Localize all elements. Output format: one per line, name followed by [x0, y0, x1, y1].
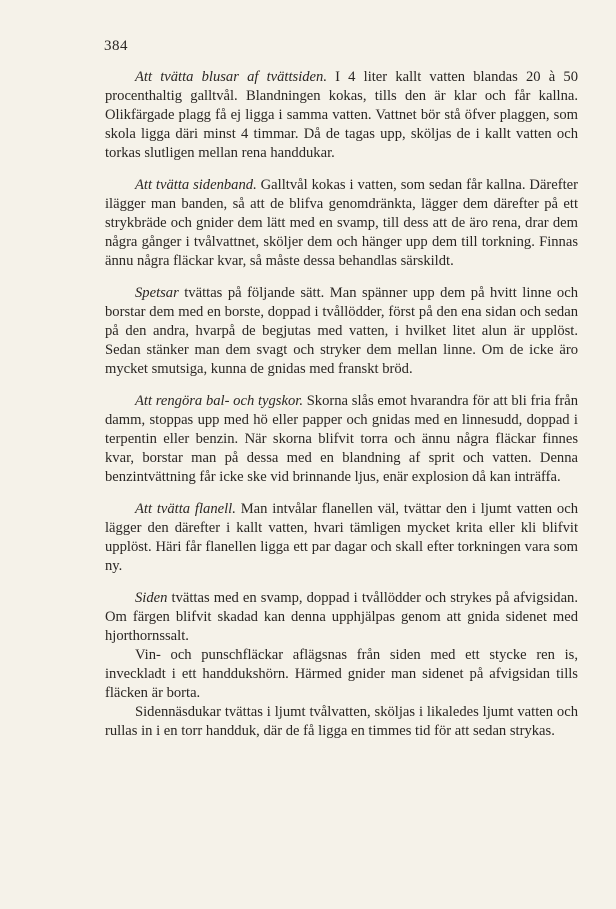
paragraph-skor — [105, 392, 578, 487]
paragraph-text: Galltvål kokas i vatten, som sedan får kallna. Därefter ilägger man banden, så att de blifva genomdränkta, lägger dem därefter på ett strykbräde och gnider dem lätt med en svamp, till dess att de äro rena, drar dem några gånger i tvålvattnet, sköljer dem och hänger upp dem till torkning. Finnas ännu några fläckar kvar, så måste dessa behandlas särskildt. — [105, 177, 579, 269]
paragraph-sidenband — [105, 176, 578, 271]
paragraph-heading: Att tvätta sidenband. — [135, 177, 257, 193]
paragraph-heading: Att tvätta flanell. — [135, 501, 236, 517]
paragraph-flanell — [105, 500, 578, 576]
paragraph-heading: Att rengöra bal- och tygskor. — [135, 393, 303, 409]
paragraph-heading: Att tvätta blusar af tvättsiden. — [135, 69, 327, 85]
paragraph-spetsar — [105, 284, 578, 379]
paragraph-text: Sidennäsdukar tvättas i ljumt tvålvatten, sköljas i likaledes ljumt vatten och rullas in i en torr handduk, där de få ligga en timmes tid för att sedan strykas. — [105, 704, 578, 739]
paragraph-heading: Siden — [135, 590, 168, 606]
paragraph-text: Skorna slås emot hvarandra för att bli fria från damm, stoppas upp med hö eller papper och gnidas med en linnesudd, doppad i terpentin eller benzin. När skorna blifvit torra och ännu några fläckar finnes kvar, borstar man på dessa med en blandning af sprit och vatten. Denna benzintvättning får icke ske vid brinnande ljus, enär explosion då kan inträffa. — [105, 393, 578, 485]
paragraph-blusar — [105, 68, 578, 163]
paragraph-heading: Spetsar — [135, 285, 179, 301]
paragraph-text: Man intvålar flanellen väl, tvättar den i ljumt vatten och lägger den därefter i kallt vatten, hvari tämligen mycket krita eller kli blifvit upplöst. Häri får flanellen ligga ett par dagar och skall efter torkningen vara som ny. — [105, 501, 579, 574]
paragraph-vinflackar — [105, 646, 578, 703]
paragraph-text: tvättas på följande sätt. Man spänner upp dem på hvitt linne och borstar dem med en borste, doppad i tvållödder, först på den ena sidan och sedan på den andra, hvarpå de begjutas med vatten, i hvilket litet alun är upplöst. Sedan stänker man dem svagt och stryker dem mellan linne. Om de icke äro mycket smutsiga, kunna de gnidas med franskt bröd. — [105, 285, 578, 377]
paragraph-text: I 4 liter kallt vatten blandas 20 à 50 procenthaltig galltvål. Blandningen kokas, tills den är klar och får kallna. Olikfärgade plagg få ej ligga i samma vatten. Vattnet bör stå öfver plaggen, som skola ligga däri minst 4 timmar. Då de tagas upp, sköljas de i kallt vatten och torkas slutligen mellan rena handdukar. — [105, 69, 578, 161]
paragraph-text: tvättas med en svamp, doppad i tvållödder och strykes på afvigsidan. Om färgen blifvit skadad kan denna upphjälpas genom att gnida sidenet med hjorthornssalt. — [105, 590, 578, 644]
page-number: 384 — [104, 38, 128, 54]
paragraph-siden — [105, 589, 578, 646]
page-body — [105, 68, 578, 741]
paragraph-text: Vin- och punschfläckar aflägsnas från siden med ett stycke ren is, inveckladt i ett handdukshörn. Härmed gnider man sidenet på afvigsidan tills fläcken är borta. — [105, 647, 578, 701]
paragraph-sidennasdukar — [105, 703, 578, 741]
